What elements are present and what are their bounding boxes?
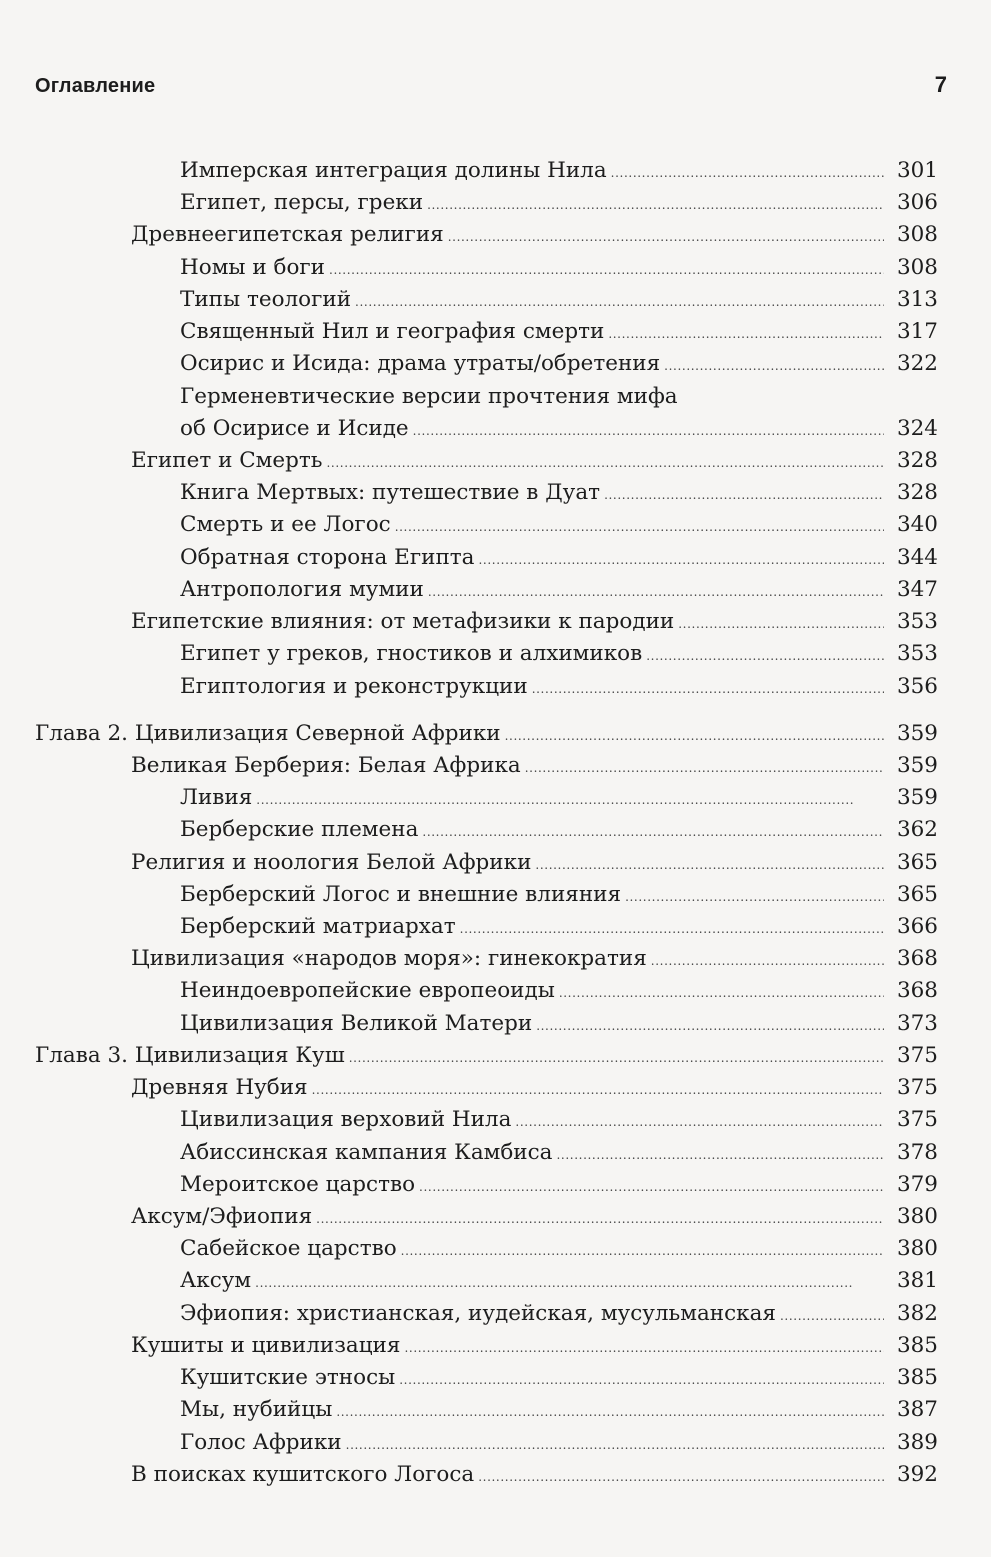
toc-entry-page: 392 bbox=[896, 1461, 938, 1487]
toc-entry-title: об Осирисе и Исиде bbox=[180, 415, 409, 441]
dot-leader bbox=[460, 911, 884, 945]
toc-entry-title: Египетские влияния: от метафизики к пародии bbox=[131, 609, 675, 635]
dot-leader bbox=[611, 155, 884, 189]
toc-entry-page: 353 bbox=[896, 641, 938, 667]
toc-entry-page: 313 bbox=[896, 286, 938, 312]
dot-leader bbox=[427, 187, 884, 221]
dot-leader bbox=[678, 606, 884, 640]
toc-entry-page: 378 bbox=[896, 1139, 938, 1165]
toc-subsection-entry bbox=[0, 348, 991, 380]
toc-entry-title: Египет у греков, гностиков и алхимиков bbox=[180, 641, 643, 667]
toc-entry-title: Священный Нил и география смерти bbox=[180, 319, 605, 345]
toc-entry-title: Герменевтические версии прочтения мифа bbox=[180, 383, 678, 409]
table-of-contents bbox=[0, 155, 991, 1491]
toc-entry-title: Типы теологий bbox=[180, 286, 352, 312]
dot-leader bbox=[608, 316, 884, 350]
dot-leader bbox=[329, 252, 884, 286]
dot-leader bbox=[316, 1201, 884, 1235]
toc-subsection-entry bbox=[0, 413, 991, 445]
toc-section-entry bbox=[0, 1072, 991, 1104]
dot-leader bbox=[413, 413, 884, 447]
dot-leader bbox=[448, 219, 884, 253]
dot-leader bbox=[478, 1459, 884, 1493]
toc-entry-page: 381 bbox=[896, 1268, 938, 1294]
toc-subsection-entry bbox=[0, 542, 991, 574]
dot-leader bbox=[428, 574, 884, 608]
toc-entry-page: 373 bbox=[896, 1010, 938, 1036]
toc-subsection-entry bbox=[0, 1104, 991, 1136]
toc-entry-title: Религия и ноология Белой Африки bbox=[131, 849, 532, 875]
toc-entry-page: 368 bbox=[896, 978, 938, 1004]
toc-subsection-entry bbox=[0, 782, 991, 814]
running-head bbox=[35, 72, 947, 98]
toc-entry-page: 382 bbox=[896, 1300, 938, 1326]
toc-entry-page: 385 bbox=[896, 1365, 938, 1391]
toc-subsection-entry bbox=[0, 1233, 991, 1265]
dot-leader bbox=[625, 879, 884, 913]
dot-leader bbox=[327, 445, 885, 479]
toc-entry-page: 375 bbox=[896, 1107, 938, 1133]
dot-leader bbox=[336, 1394, 884, 1428]
toc-entry-page: 344 bbox=[896, 544, 938, 570]
toc-entry-title: Цивилизация Великой Матери bbox=[180, 1010, 533, 1036]
toc-subsection-entry bbox=[0, 155, 991, 187]
dot-leader bbox=[525, 750, 884, 784]
dot-leader bbox=[505, 718, 884, 752]
toc-entry-page: 375 bbox=[896, 1075, 938, 1101]
toc-entry-title: Мероитское царство bbox=[180, 1171, 416, 1197]
toc-entry-title: Глава 3. Цивилизация Куш bbox=[35, 1042, 345, 1068]
toc-entry-title: Мы, нубийцы bbox=[180, 1397, 333, 1423]
toc-entry-title: Цивилизация «народов моря»: гинекократия bbox=[131, 946, 647, 972]
toc-entry-page: 328 bbox=[896, 447, 938, 473]
toc-entry-title: Цивилизация верховий Нила bbox=[180, 1107, 512, 1133]
toc-entry-page: 380 bbox=[896, 1204, 938, 1229]
toc-entry-title: Древнеегипетская религия bbox=[131, 222, 444, 248]
toc-entry-title: Эфиопия: христианская, иудейская, мусульманская bbox=[180, 1300, 776, 1326]
toc-entry-page: 306 bbox=[896, 190, 938, 216]
toc-subsection-entry bbox=[0, 252, 991, 284]
toc-entry-title: Антропология мумии bbox=[180, 576, 424, 602]
toc-entry-title: Книга Мертвых: путешествие в Дуат bbox=[180, 480, 601, 506]
toc-subsection-entry bbox=[0, 316, 991, 348]
toc-entry-page: 389 bbox=[896, 1429, 938, 1455]
toc-chapter-entry bbox=[0, 1040, 991, 1072]
toc-entry-page: 379 bbox=[896, 1171, 938, 1197]
toc-entry-title: Древняя Нубия bbox=[131, 1075, 308, 1101]
toc-entry-title: Аксум bbox=[180, 1268, 252, 1294]
toc-subsection-entry bbox=[0, 284, 991, 316]
toc-subsection-entry bbox=[0, 671, 991, 703]
dot-leader bbox=[515, 1104, 884, 1138]
toc-entry-title: Голос Африки bbox=[180, 1429, 342, 1455]
toc-subsection-entry bbox=[0, 509, 991, 541]
toc-entry-title: Египтология и реконструкции bbox=[180, 673, 528, 699]
dot-leader bbox=[479, 542, 885, 576]
toc-entry-title: Ливия bbox=[180, 785, 253, 811]
toc-entry-page: 375 bbox=[896, 1042, 938, 1068]
toc-entry-title: Берберские племена bbox=[180, 817, 419, 843]
toc-section-entry bbox=[0, 445, 991, 477]
toc-subsection-entry bbox=[0, 975, 991, 1007]
dot-leader bbox=[349, 1040, 884, 1074]
toc-entry-title: Смерть и ее Логос bbox=[180, 512, 391, 538]
dot-leader bbox=[256, 782, 884, 816]
toc-entry-title: Берберский матриархат bbox=[180, 914, 456, 940]
toc-entry-page: 385 bbox=[896, 1332, 938, 1358]
dot-leader bbox=[395, 509, 884, 543]
toc-subsection-entry bbox=[0, 381, 991, 413]
toc-entry-page: 366 bbox=[896, 914, 938, 940]
toc-entry-title: Номы и боги bbox=[180, 254, 326, 280]
toc-section-entry bbox=[0, 606, 991, 638]
toc-subsection-entry bbox=[0, 1008, 991, 1040]
toc-entry-page: 353 bbox=[896, 609, 938, 635]
toc-entry-page: 359 bbox=[896, 720, 938, 746]
toc-entry-title: Обратная сторона Египта bbox=[180, 544, 475, 570]
toc-entry-page: 317 bbox=[896, 319, 938, 345]
toc-entry-page: 324 bbox=[896, 415, 938, 441]
toc-entry-title: Египет, персы, греки bbox=[180, 190, 424, 216]
toc-entry-page: 328 bbox=[896, 480, 938, 506]
toc-entry-page: 308 bbox=[896, 222, 938, 248]
toc-section-entry bbox=[0, 219, 991, 251]
toc-entry-page: 301 bbox=[896, 158, 938, 183]
dot-leader bbox=[664, 348, 884, 382]
dot-leader bbox=[419, 1169, 884, 1203]
toc-section-entry bbox=[0, 943, 991, 975]
toc-subsection-entry bbox=[0, 879, 991, 911]
toc-subsection-entry bbox=[0, 1362, 991, 1394]
toc-entry-title: Берберский Логос и внешние влияния bbox=[180, 881, 622, 907]
toc-entry-title: Великая Берберия: Белая Африка bbox=[131, 752, 521, 778]
toc-entry-page: 359 bbox=[896, 785, 938, 811]
toc-entry-title: Неиндоевропейские европеоиды bbox=[180, 978, 555, 1004]
toc-subsection-entry bbox=[0, 1394, 991, 1426]
toc-section-entry bbox=[0, 847, 991, 879]
toc-entry-page: 362 bbox=[896, 817, 938, 843]
toc-entry-page: 359 bbox=[896, 752, 938, 778]
toc-chapter-entry bbox=[0, 718, 991, 750]
toc-section-entry bbox=[0, 1330, 991, 1362]
toc-subsection-entry bbox=[0, 1298, 991, 1330]
toc-entry-title: Аксум/Эфиопия bbox=[131, 1204, 313, 1229]
dot-leader bbox=[346, 1427, 884, 1461]
toc-entry-page: 347 bbox=[896, 576, 938, 602]
dot-leader bbox=[401, 1233, 884, 1267]
toc-section-entry bbox=[0, 750, 991, 782]
toc-section-entry bbox=[0, 1201, 991, 1233]
toc-entry-page: 340 bbox=[896, 512, 938, 538]
toc-entry-page: 387 bbox=[896, 1397, 938, 1423]
toc-entry-title: В поисках кушитского Логоса bbox=[131, 1461, 475, 1487]
page-number: 7 bbox=[934, 72, 947, 97]
dot-leader bbox=[646, 638, 884, 672]
toc-entry-title: Кушиты и цивилизация bbox=[131, 1332, 401, 1358]
toc-entry-title: Осирис и Исида: драма утраты/обретения bbox=[180, 351, 661, 377]
toc-entry-page: 365 bbox=[896, 849, 938, 875]
toc-entry-page: 365 bbox=[896, 881, 938, 907]
toc-entry-title: Абиссинская кампания Камбиса bbox=[180, 1139, 553, 1165]
toc-subsection-entry bbox=[0, 1169, 991, 1201]
toc-subsection-entry bbox=[0, 1427, 991, 1459]
toc-entry-page: 380 bbox=[896, 1236, 938, 1262]
toc-entry-title: Египет и Смерть bbox=[131, 447, 323, 473]
dot-leader bbox=[404, 1330, 884, 1364]
toc-entry-title: Кушитские этносы bbox=[180, 1365, 396, 1391]
toc-entry-page: 356 bbox=[896, 673, 938, 699]
toc-subsection-entry bbox=[0, 911, 991, 943]
dot-leader bbox=[604, 477, 884, 511]
toc-subsection-entry bbox=[0, 1265, 991, 1297]
toc-subsection-entry bbox=[0, 638, 991, 670]
toc-entry-title: Имперская интеграция долины Нила bbox=[180, 158, 607, 183]
dot-leader bbox=[422, 814, 884, 848]
dot-leader bbox=[532, 671, 884, 705]
dot-leader bbox=[651, 943, 884, 977]
toc-subsection-entry bbox=[0, 477, 991, 509]
toc-subsection-entry bbox=[0, 574, 991, 606]
toc-entry-page: 368 bbox=[896, 946, 938, 972]
dot-leader bbox=[559, 975, 884, 1009]
toc-entry-page: 322 bbox=[896, 351, 938, 377]
toc-entry-title: Глава 2. Цивилизация Северной Африки bbox=[35, 720, 501, 746]
toc-subsection-entry bbox=[0, 814, 991, 846]
running-title: Оглавление bbox=[35, 75, 156, 97]
dot-leader bbox=[535, 847, 884, 881]
toc-subsection-entry bbox=[0, 187, 991, 219]
dot-leader bbox=[255, 1265, 884, 1299]
dot-leader bbox=[780, 1298, 884, 1332]
dot-leader bbox=[536, 1008, 884, 1042]
dot-leader bbox=[399, 1362, 884, 1396]
dot-leader bbox=[355, 284, 884, 318]
dot-leader bbox=[557, 1137, 885, 1171]
toc-entry-title: Сабейское царство bbox=[180, 1236, 397, 1262]
toc-entry-page: 308 bbox=[896, 254, 938, 280]
toc-section-entry bbox=[0, 1459, 991, 1491]
toc-subsection-entry bbox=[0, 1137, 991, 1169]
dot-leader bbox=[312, 1072, 884, 1106]
